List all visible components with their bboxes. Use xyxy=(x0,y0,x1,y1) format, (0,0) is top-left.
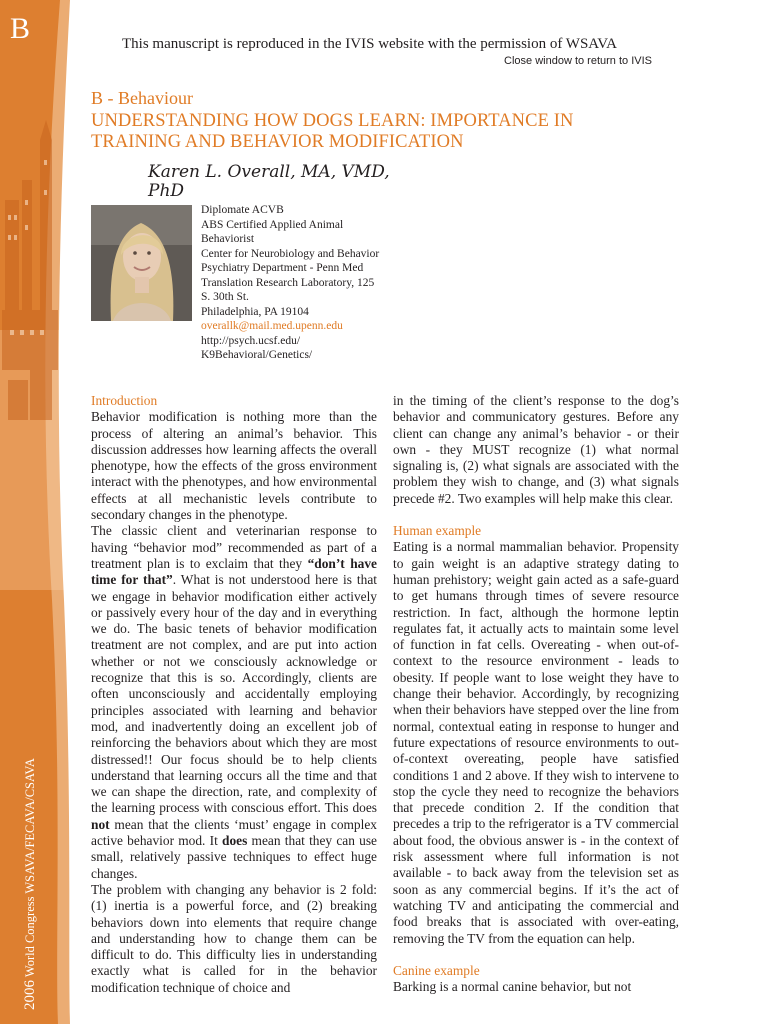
text-run: mean that the clients ‘must’ engage in complex active behavior mod. It xyxy=(91,816,377,849)
affiliation-line: Diplomate ACVB xyxy=(201,204,284,216)
human-example-paragraph: Eating is a normal mammalian behavior. Propensity to gain weight is an adaptive strategy dating to human prehistory; weight gain acted as a safe-guard to get humans through times of severe resource restriction. In fact, although the hormone leptin regulates fat, it actually acts to maintain some level of function in fat cells. Overeating - when out-of-context to the resource environment - leads to obesity. If people want to lose weight they have to change their behavior. Accordingly, by recognizing when their behaviors have stepped over the line from normal, contextual eating in response to hunger and future expectations of resource environments to out-of-context overeating, people have satisfied conditions 1 and 2 above. If they wish to intervene to stop the cycle they need to recognize the behaviors that precede condition 2. If the condition that precedes a trip to the refrigerator is a TV commercial about food, the obvious answer is - in the context of risk assessment where full information is not available - to back away from the television set as soon as any commercial begins. If it’s the act of watching TV and anticipating the commercial and food breaks that is associated with over-eating, removing the TV from the equation can help. xyxy=(393,539,679,946)
continued-paragraph: in the timing of the client’s response to the dog’s behavior and communicatory gestures. Before any client can change any animal’s behavior - or their own - they MUST recognize (1) what normal signaling is, (2) what signals are associated with the problem they wish to change, and (3) what signals precede #2. Two examples will help make this clear. xyxy=(393,393,679,506)
text-run: The classic client and veterinarian response to having “behavior mod” recommended as part of a treatment plan is to exclaim that they xyxy=(91,523,377,571)
side-banner xyxy=(0,0,78,1024)
intro-paragraph-3: The problem with changing any behavior is 2 fold: (1) inertia is a powerful force, and (2) breaking behaviors down into elements that require change and understanding how to change them can be difficult to do. This difficulty lies in understanding exactly what is called for in the behavior modification technique of choice and xyxy=(91,881,377,995)
spacer xyxy=(393,507,679,523)
affiliation-line: Psychiatry Department - Penn Med Translation Research Laboratory, 125 S. 30th St. xyxy=(201,262,375,303)
human-example-heading: Human example xyxy=(393,523,482,539)
emphasis: “don’t have time for that” xyxy=(91,555,377,588)
permission-notice: This manuscript is reproduced in the IVIS website with the permission of WSAVA xyxy=(122,36,617,52)
article-title: UNDERSTANDING HOW DOGS LEARN: IMPORTANCE IN TRAINING AND BEHAVIOR MODIFICATION xyxy=(91,111,574,152)
section-label: B - Behaviour xyxy=(91,88,193,108)
intro-paragraph-2 xyxy=(91,523,377,882)
close-window-link[interactable]: Close window to return to IVIS xyxy=(504,55,652,67)
canine-example-paragraph: Barking is a normal canine behavior, but not xyxy=(393,979,632,995)
body-column-right xyxy=(393,393,679,995)
author-photo xyxy=(91,205,192,321)
author-name: Karen L. Overall, MA, VMD, PhD xyxy=(148,162,390,201)
canine-example-heading: Canine example xyxy=(393,962,480,978)
body-column-left xyxy=(91,393,377,996)
text-run: . What is not understood here is that we engage in behavior modification either actively or passively every hour of the day and in everything we do. The basic tenets of behavior modification treatment are not complex, and are put into action whether or not we consciously acknowledge or recognize that this is so. Accordingly, clients are often unconsciously and accidentally employing principles associated with learning and behavior mod, and inadvertently doing an excellent job of reinforcing the behaviors about which they are most distressed!! Our focus should be to help clients understand that learning occurs all the time and that we can shape the direction, rate, and complexity of the learning process with conscious effort. This does xyxy=(91,572,377,816)
congress-label xyxy=(22,758,39,1010)
spacer xyxy=(393,947,679,963)
section-letter: B xyxy=(10,12,31,45)
banner-graphic xyxy=(0,0,78,1024)
affiliation-line: Center for Neurobiology and Behavior xyxy=(201,247,380,260)
author-email-link[interactable]: overallk@mail.med.upenn.edu xyxy=(201,320,343,332)
affiliation-line: Philadelphia, PA 19104 xyxy=(201,305,309,318)
author-url-link[interactable]: http://psych.ucsf.edu/ K9Behavioral/Genetics/ xyxy=(201,334,313,361)
congress-year: 2006 xyxy=(22,980,38,1010)
intro-paragraph-1: Behavior modification is nothing more than the process of altering an animal’s behavior. This discussion addresses how learning affects the overall phenotype, how the effects of the gross environment interact with the phenotypes, and how environmental effects at all mechanistic levels contribute to secondary changes in the phenotype. xyxy=(91,409,377,523)
intro-heading: Introduction xyxy=(91,393,158,408)
emphasis: does xyxy=(222,833,248,849)
emphasis: not xyxy=(91,816,110,832)
affiliation-line: ABS Certified Applied Animal Behaviorist xyxy=(201,218,344,245)
text-run: mean that they can use small, relatively passive techniques to effect huge changes. xyxy=(91,833,377,881)
congress-name: World Congress WSAVA/FECAVA/CSAVA xyxy=(23,758,37,980)
author-affiliation xyxy=(201,203,381,363)
